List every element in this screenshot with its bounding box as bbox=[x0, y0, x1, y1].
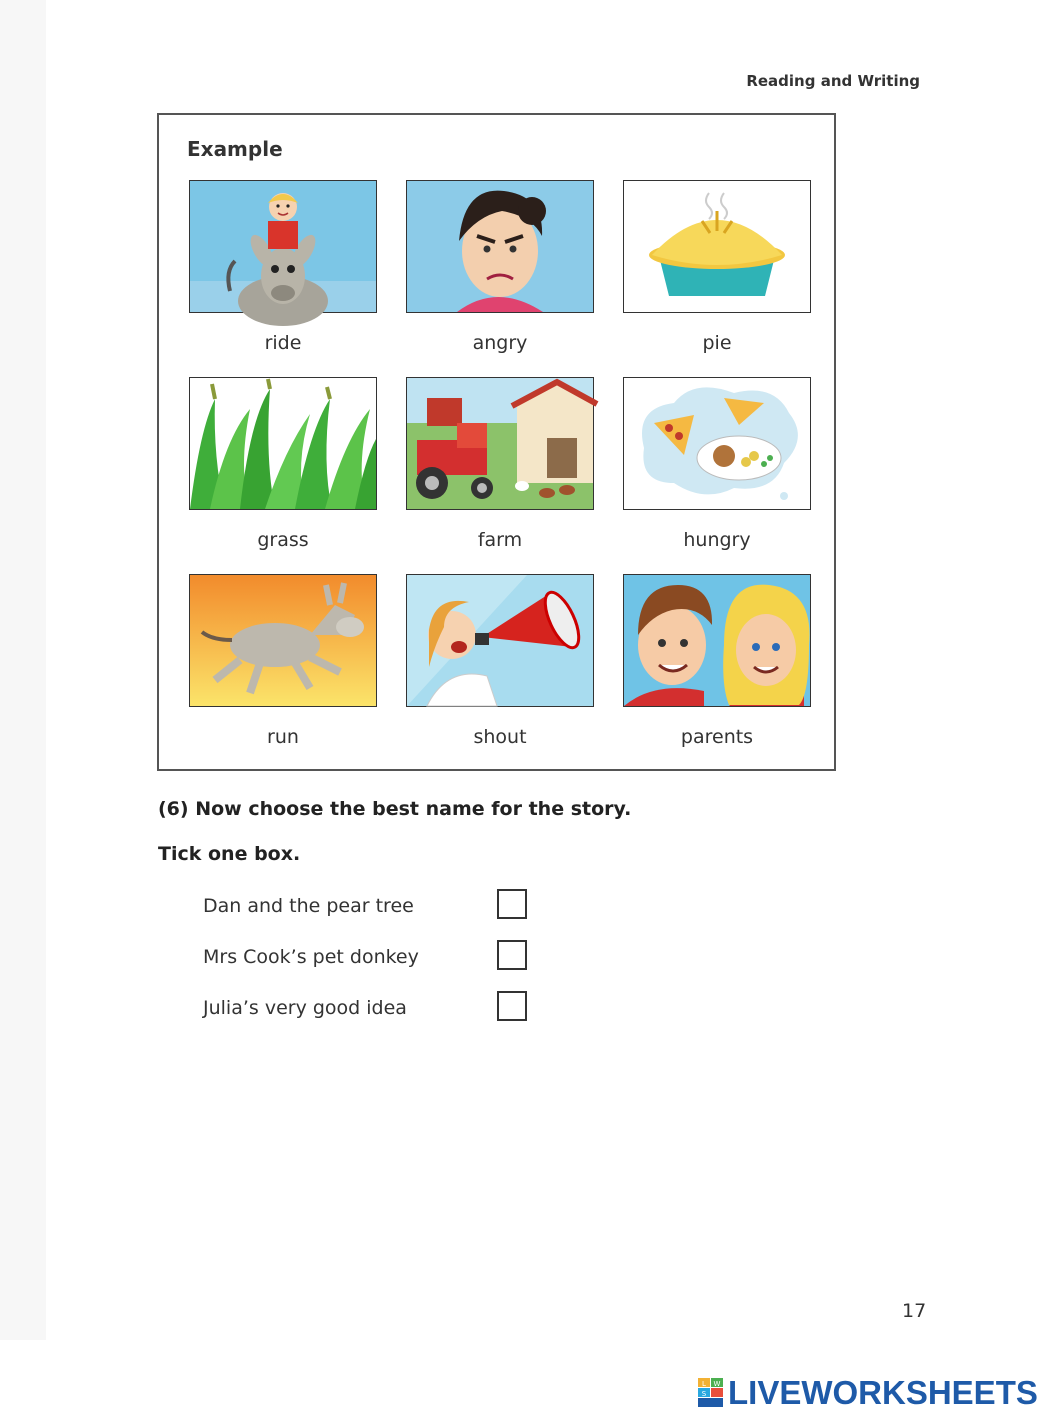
girl-riding-donkey-icon bbox=[189, 180, 377, 313]
angry-woman-icon bbox=[406, 180, 594, 313]
brand-name: LIVEWORKSHEETS bbox=[728, 1374, 1038, 1411]
example-item bbox=[189, 377, 377, 551]
farm-tractor-icon bbox=[406, 377, 594, 510]
example-word: ride bbox=[264, 332, 302, 354]
option-1-tickbox[interactable] bbox=[497, 889, 527, 919]
two-smiling-kids-icon bbox=[623, 574, 811, 707]
option-label: Julia’s very good idea bbox=[203, 997, 407, 1019]
liveworksheets-logo-icon bbox=[698, 1378, 724, 1408]
logo-letter-l: L bbox=[702, 1380, 706, 1388]
logo-letter-w: W bbox=[713, 1380, 721, 1388]
grass-icon bbox=[189, 377, 377, 510]
example-word: shout bbox=[473, 726, 527, 748]
example-word: parents bbox=[680, 726, 754, 748]
example-word: angry bbox=[472, 332, 528, 354]
example-word: grass bbox=[257, 529, 309, 551]
example-item bbox=[406, 180, 594, 354]
option-2-tickbox[interactable] bbox=[497, 940, 527, 970]
example-word: pie bbox=[702, 332, 732, 354]
section-header: Reading and Writing bbox=[746, 72, 920, 90]
hungry-thought-food-icon bbox=[623, 377, 811, 510]
option-3-tickbox[interactable] bbox=[497, 991, 527, 1021]
running-donkey-icon bbox=[189, 574, 377, 707]
example-item bbox=[406, 377, 594, 551]
example-item bbox=[623, 377, 811, 551]
question-instruction: Tick one box. bbox=[158, 843, 301, 865]
page-number: 17 bbox=[902, 1300, 927, 1322]
girl-megaphone-icon bbox=[406, 574, 594, 707]
example-word: run bbox=[267, 726, 299, 748]
example-word: farm bbox=[477, 529, 523, 551]
example-item bbox=[406, 574, 594, 748]
example-item bbox=[189, 574, 377, 748]
page-edge bbox=[0, 0, 46, 1340]
question-prompt: (6) Now choose the best name for the story. bbox=[158, 798, 632, 820]
option-label: Mrs Cook’s pet donkey bbox=[203, 946, 419, 968]
example-item bbox=[189, 180, 377, 354]
example-title: Example bbox=[187, 137, 283, 161]
liveworksheets-logo bbox=[698, 1374, 1038, 1412]
pie-icon bbox=[623, 180, 811, 313]
example-item bbox=[623, 180, 811, 354]
example-word: hungry bbox=[683, 529, 751, 551]
example-item bbox=[623, 574, 811, 748]
example-box bbox=[157, 113, 836, 771]
option-label: Dan and the pear tree bbox=[203, 895, 414, 917]
logo-letter-s: S bbox=[701, 1390, 707, 1398]
